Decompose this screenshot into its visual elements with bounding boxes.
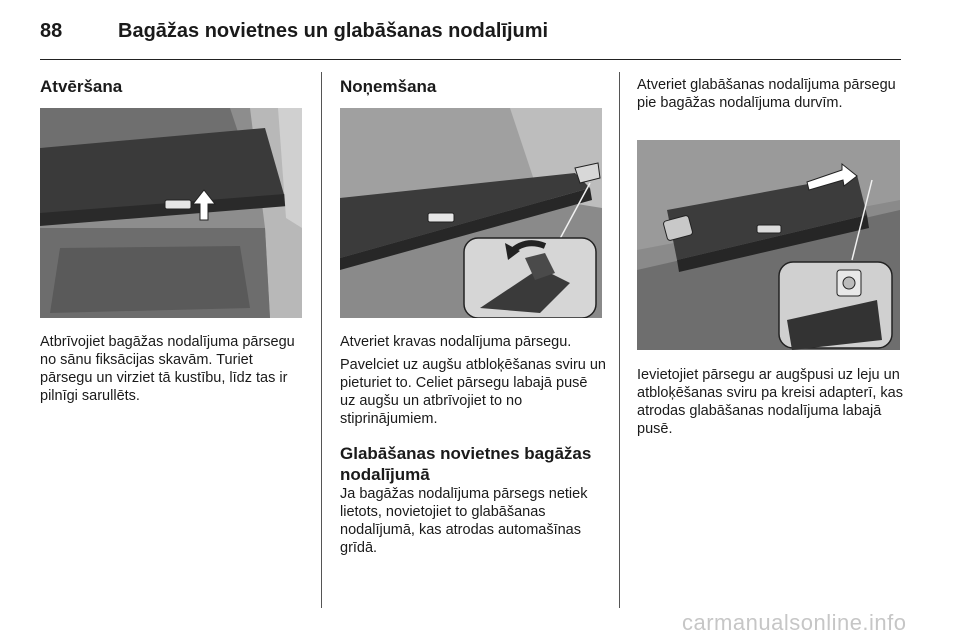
page-number: 88 — [40, 20, 63, 42]
opening-instructions: Atbrīvojiet bagāžas nodalījuma pārsegu no sānu fiksācijas skavām. Turiet pārsegu un virziet tā kustību, līdz tas ir pilnīgi sarullēts. — [40, 334, 295, 404]
header-rule — [40, 59, 901, 60]
page-title: Bagāžas novietnes un glabāšanas nodalījumi — [118, 20, 549, 42]
storage-step-1: Atveriet glabāšanas nodalījuma pārsegu pie bagāžas nodalījuma durvīm. — [637, 77, 896, 111]
column-divider-left — [321, 72, 322, 608]
watermark: carmanualsonline.info — [682, 610, 907, 635]
removal-step-1: Atveriet kravas nodalījuma pārsegu. — [340, 334, 572, 350]
cover-storage-illustration — [637, 140, 900, 350]
section-heading-removal: Noņemšana — [340, 77, 437, 96]
storage-instructions: Ja bagāžas nodalījuma pārsegs netiek lietots, novietojiet to glabāšanas nodalījumā, kas atrodas automašīnas grīdā. — [340, 486, 588, 556]
storage-step-2: Ievietojiet pārsegu ar augšpusi uz leju un atbloķēšanas sviru pa kreisi adapterī, kas atrodas glabāšanas nodalījuma labajā pusē. — [637, 367, 903, 437]
page-header — [40, 18, 920, 50]
cover-removal-illustration — [340, 108, 602, 318]
section-heading-opening: Atvēršana — [40, 77, 123, 96]
column-divider-right — [619, 72, 620, 608]
cover-opening-illustration — [40, 108, 302, 318]
section-heading-storage: Glabāšanas novietnes bagāžas nodalījumā — [340, 444, 592, 484]
removal-step-2: Pavelciet uz augšu atbloķēšanas sviru un pieturiet to. Celiet pārsegu labajā pusē uz augšu un atbrīvojiet to no stiprinājumiem. — [340, 357, 606, 427]
